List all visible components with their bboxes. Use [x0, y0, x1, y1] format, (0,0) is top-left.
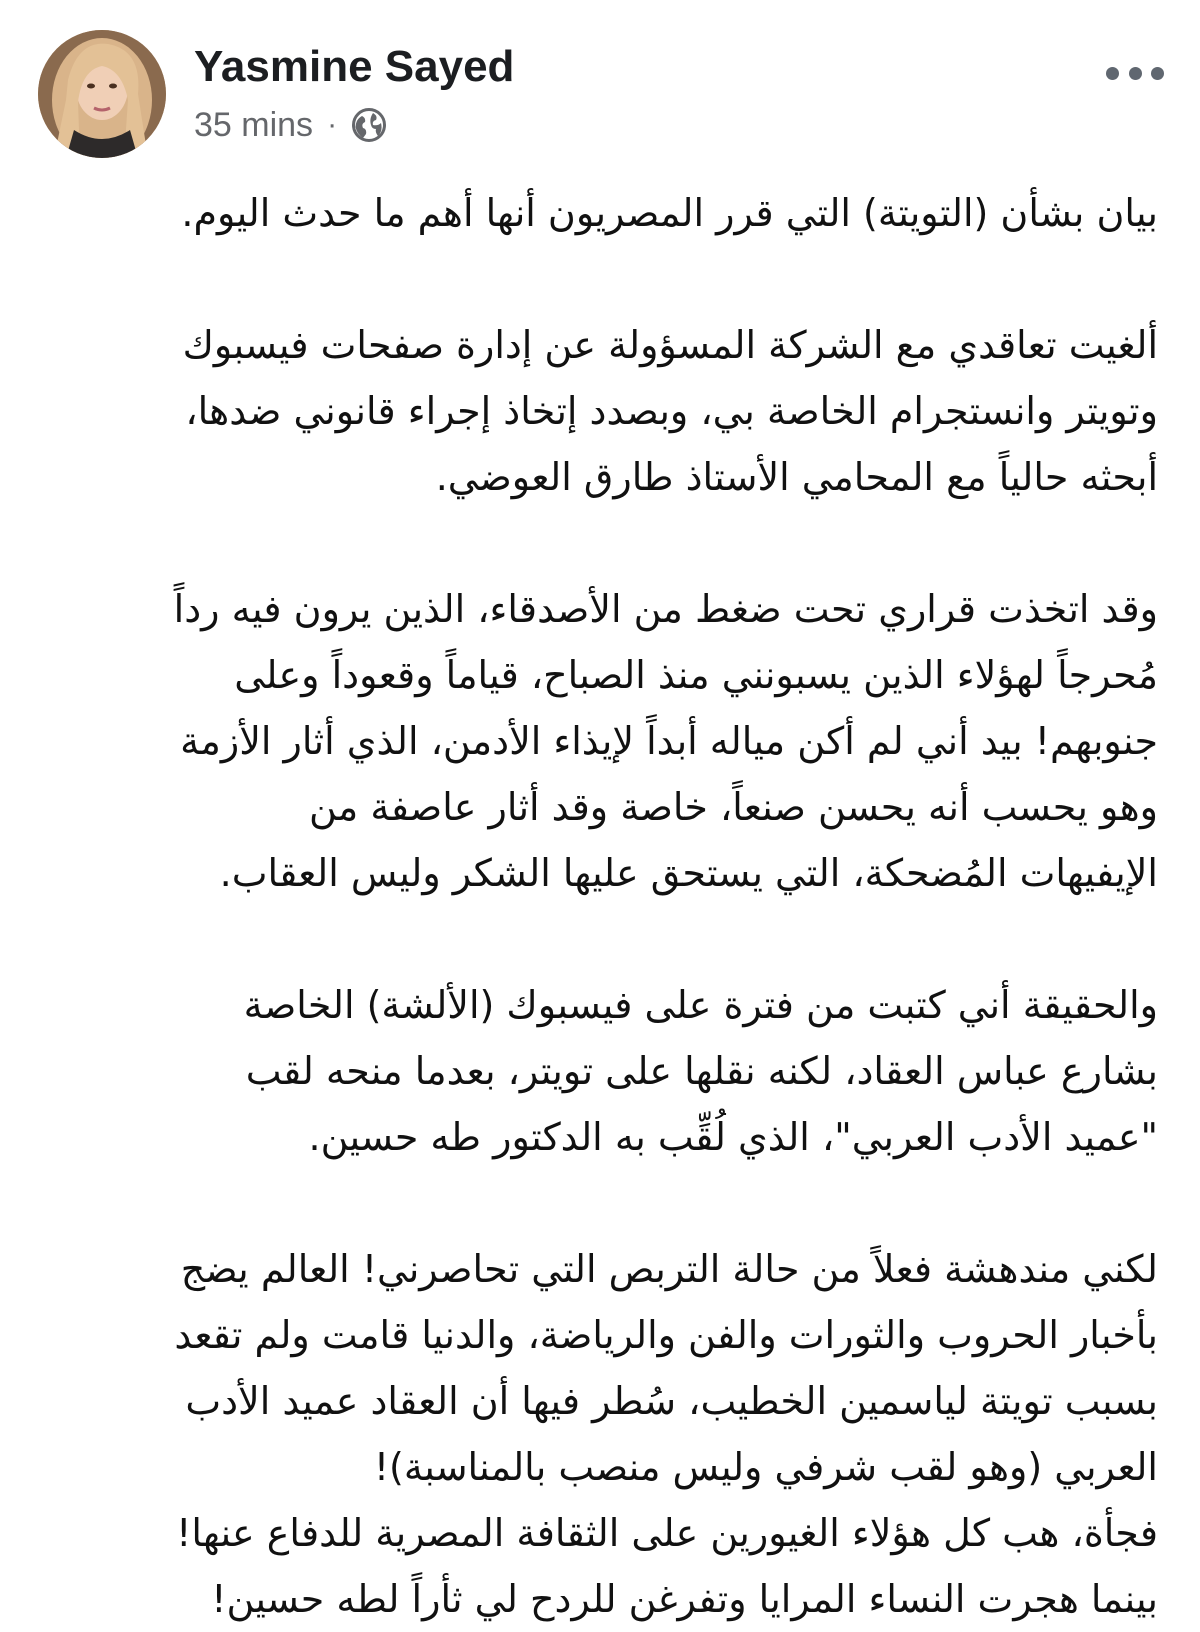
avatar-image: [38, 30, 166, 158]
paragraph-3: [40, 576, 1158, 906]
globe-icon[interactable]: [351, 107, 387, 143]
post-text-line: العربي (وهو لقب شرفي وليس منصب بالمناسبة)!: [373, 1445, 1158, 1489]
author-name[interactable]: Yasmine Sayed: [194, 42, 515, 91]
avatar[interactable]: [38, 30, 166, 158]
post-text-line: بيان بشأن (التويتة) التي قرر المصريون أنها أهم ما حدث اليوم.: [181, 191, 1158, 235]
post-text-line: ألغيت تعاقدي مع الشركة المسؤولة عن إدارة صفحات فيسبوك: [182, 323, 1158, 367]
post-text-line: "عميد الأدب العربي"، الذي لُقِّب به الدكتور طه حسين.: [308, 1115, 1158, 1159]
post-text-line: وقد اتخذت قراري تحت ضغط من الأصدقاء، الذين يرون فيه رداً: [173, 587, 1158, 631]
post-header: [0, 0, 1200, 175]
post-body: [40, 180, 1158, 1632]
post-text-line: فجأة، هب كل هؤلاء الغيورين على الثقافة المصرية للدفاع عنها!: [176, 1511, 1158, 1555]
meta-separator: ·: [327, 108, 338, 141]
post-text-line: جنوبهم! بيد أني لم أكن مياله أبداً لإيذاء الأدمن، الذي أثار الأزمة: [180, 719, 1158, 763]
paragraph-4: [40, 972, 1158, 1170]
post-text-line: بينما هجرت النساء المرايا وتفرغن للردح لي ثأراً لطه حسين!: [211, 1577, 1158, 1621]
post-text-line: بأخبار الحروب والثورات والفن والرياضة، والدنيا قامت ولم تقعد: [174, 1313, 1158, 1357]
post-text-line: الإيفيهات المُضحكة، التي يستحق عليها الشكر وليس العقاب.: [219, 851, 1158, 895]
post-text-line: بشارع عباس العقاد، لكنه نقلها على تويتر، بعدما منحه لقب: [245, 1049, 1158, 1093]
post-meta: [194, 103, 387, 147]
post-text-line: لكني مندهشة فعلاً من حالة التربص التي تحاصرني! العالم يضج: [180, 1247, 1158, 1291]
post-text-line: مُحرجاً لهؤلاء الذين يسبونني منذ الصباح، قياماً وقعوداً وعلى: [234, 653, 1158, 697]
post-text-line: بسبب تويتة لياسمين الخطيب، سُطر فيها أن العقاد عميد الأدب: [185, 1379, 1158, 1423]
paragraph-5: [40, 1236, 1158, 1632]
more-options-button[interactable]: [1106, 58, 1164, 88]
paragraph-2: [40, 312, 1158, 510]
post-text-line: والحقيقة أني كتبت من فترة على فيسبوك (الألشة) الخاصة: [243, 983, 1158, 1027]
post-text-line: أبحثه حالياً مع المحامي الأستاذ طارق العوضي.: [435, 455, 1158, 499]
post-text-line: وتويتر وانستجرام الخاصة بي، وبصدد إتخاذ إجراء قانوني ضدها،: [185, 389, 1158, 433]
post-timestamp[interactable]: 35 mins: [194, 105, 314, 144]
more-options-icon: [1106, 67, 1119, 80]
post-text-line: وهو يحسب أنه يحسن صنعاً، خاصة وقد أثار عاصفة من: [308, 785, 1158, 829]
paragraph-1: [40, 180, 1158, 246]
